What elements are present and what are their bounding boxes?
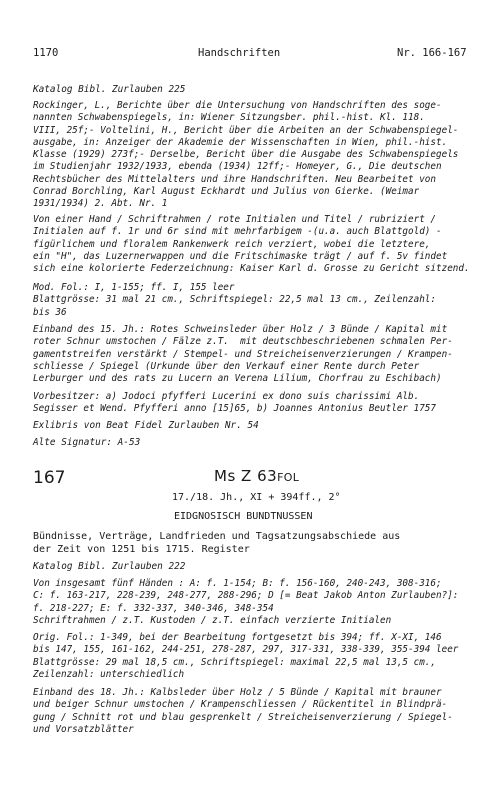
binding-section-167 bbox=[33, 687, 483, 736]
subtitle-line-1: Bündnisse, Verträge, Landfrieden und Tagsatzungsabschiede aus bbox=[33, 531, 401, 542]
hands-line: C: f. 163-217, 228-239, 248-277, 288-296; D [= Beat Jakob Anton Zurlauben?]: bbox=[33, 590, 459, 602]
shelfmark-167 bbox=[214, 467, 299, 485]
binding-section-166 bbox=[33, 324, 483, 385]
shelfmark-suffix: FOL bbox=[277, 471, 300, 484]
literature-line: Conrad Borchling, Karl August Eckhardt und Julius von Gierke. (Weimar bbox=[33, 186, 420, 198]
entry-range: Nr. 166-167 bbox=[397, 47, 467, 59]
binding-line: Lerburger und des rats zu Lucern an Verena Lilium, Chorfrau zu Eschibach) bbox=[33, 373, 442, 385]
exlibris-166: Exlibris von Beat Fidel Zurlauben Nr. 54 bbox=[33, 420, 259, 431]
page-number: 1170 bbox=[33, 47, 59, 59]
description-line: ein "H", das Luzernerwappen und die Fritschimaske trägt / auf f. 5v findet bbox=[33, 250, 448, 262]
entry-number-167: 167 bbox=[33, 468, 66, 488]
literature-line: 1931/1934) 2. Abt. Nr. 1 bbox=[33, 198, 168, 210]
format-section-166 bbox=[33, 282, 483, 319]
literature-line: im Studienjahr 1932/1933, ebenda (1934) 12ff;- Homeyer, G., Die deutschen bbox=[33, 161, 442, 173]
format-section-167 bbox=[33, 632, 483, 681]
binding-line: roter Schnur umstochen / Fälze z.T. mit deutschbeschriebenen schmalen Per- bbox=[33, 336, 453, 348]
binding-line: Einband des 15. Jh.: Rotes Schweinsleder über Holz / 3 Bünde / Kapital mit bbox=[33, 324, 448, 335]
binding-line: gamentstreifen verstärkt / Stempel- und Streicheisenverzierungen / Krampen- bbox=[33, 348, 453, 360]
owners-line: Vorbesitzer: a) Jodoci pfyfferi Lucerini ex dono suis charissimi Alb. bbox=[33, 391, 420, 402]
format-line: Blattgrösse: 29 mal 18,5 cm., Schriftspiegel: maximal 22,5 mal 13,5 cm., bbox=[33, 656, 436, 668]
binding-line: Einband des 18. Jh.: Kalbsleder über Holz / 5 Bünde / Kapital mit brauner bbox=[33, 687, 442, 698]
catalog-reference-166: Katalog Bibl. Zurlauben 225 bbox=[33, 84, 186, 95]
binding-line: schliesse / Spiegel (Urkunde über den Verkauf einer Rente durch Peter bbox=[33, 360, 420, 372]
shelfmark-main: Ms Z 63 bbox=[214, 467, 278, 485]
description-line: Initialen auf f. 1r und 6r sind mit mehrfarbigem -(u.a. auch Blattgold) - bbox=[33, 226, 442, 238]
literature-line: ausgabe, in: Anzeiger der Akademie der Wissenschaften in Wien, phil.-hist. bbox=[33, 136, 448, 148]
format-line: Blattgrösse: 31 mal 21 cm., Schriftspiegel: 22,5 mal 13 cm., Zeilenzahl: bbox=[33, 294, 436, 306]
format-line: bis 147, 155, 161-162, 244-251, 278-287, 297, 317-331, 338-339, 355-394 leer bbox=[33, 644, 459, 656]
literature-line: Klasse (1929) 273f;- Derselbe, Bericht über die Ausgabe des Schwabenspiegels bbox=[33, 149, 459, 161]
manuscript-title-167: EIDGNOSISCH BUNDTNUSSEN bbox=[174, 511, 313, 522]
running-title: Handschriften bbox=[198, 47, 281, 59]
format-line: Mod. Fol.: I, 1-155; ff. I, 155 leer bbox=[33, 282, 235, 293]
literature-line: Rechtsbücher des Mittelalters und ihre Handschriften. Neu Bearbeitet von bbox=[33, 173, 436, 185]
owners-line: Segisser et Wend. Pfyfferi anno [15]65, b) Joannes Antonius Beutler 1757 bbox=[33, 403, 436, 415]
binding-line: und beiger Schnur umstochen / Krampenschliessen / Rückentitel in Blindprä- bbox=[33, 699, 448, 711]
literature-line: Rockinger, L., Berichte über die Untersuchung von Handschriften des soge- bbox=[33, 100, 442, 111]
catalog-reference-167: Katalog Bibl. Zurlauben 222 bbox=[33, 561, 186, 572]
literature-line: nannten Schwabenspiegels, in: Wiener Sitzungsber. phil.-hist. Kl. 118. bbox=[33, 112, 425, 124]
date-extent-167: 17./18. Jh., XI + 394ff., 2° bbox=[172, 492, 341, 503]
owners-section-166 bbox=[33, 391, 483, 416]
binding-line: und Vorsatzblätter bbox=[33, 723, 134, 735]
hands-line: Von insgesamt fünf Händen : A: f. 1-154; B: f. 156-160, 240-243, 308-316; bbox=[33, 578, 442, 589]
hands-section-167 bbox=[33, 578, 483, 627]
literature-line: VIII, 25f;- Voltelini, H., Bericht über die Arbeiten an der Schwabenspiegel- bbox=[33, 124, 459, 136]
description-line: figürlichem und floralem Rankenwerk reich verziert, wobei die letztere, bbox=[33, 238, 431, 250]
format-line: bis 36 bbox=[33, 306, 67, 318]
format-line: Orig. Fol.: 1-349, bei der Bearbeitung fortgesetzt bis 394; ff. X-XI, 146 bbox=[33, 632, 442, 643]
hands-line: Schriftrahmen / z.T. Kustoden / z.T. einfach verzierte Initialen bbox=[33, 614, 392, 626]
description-line: Von einer Hand / Schriftrahmen / rote Initialen und Titel / rubriziert / bbox=[33, 214, 436, 225]
old-signature-166: Alte Signatur: A-53 bbox=[33, 437, 141, 448]
description-section-166 bbox=[33, 214, 483, 275]
literature-section-166 bbox=[33, 100, 483, 211]
binding-line: gung / Schnitt rot und blau gesprenkelt / Streicheisenverzierung / Spiegel- bbox=[33, 711, 453, 723]
subtitle-line-2: der Zeit von 1251 bis 1715. Register bbox=[33, 544, 250, 555]
format-line: Zeilenzahl: unterschiedlich bbox=[33, 668, 185, 680]
description-line: sich eine kolorierte Federzeichnung: Kaiser Karl d. Grosse zu Gericht sitzend. bbox=[33, 263, 470, 275]
hands-line: f. 218-227; E: f. 332-337, 340-346, 348-354 bbox=[33, 602, 274, 614]
